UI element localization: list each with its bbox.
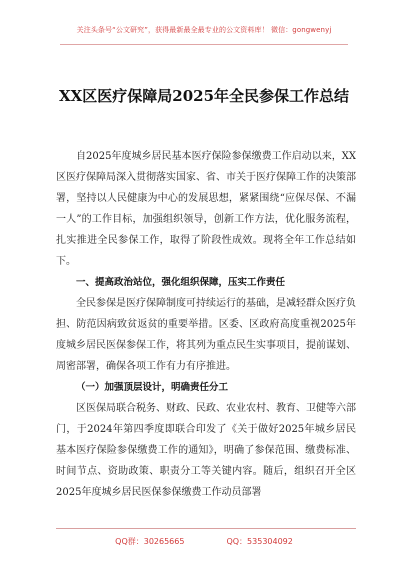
subsection-heading-1: （一）加强顶层设计，明确责任分工 bbox=[76, 382, 229, 393]
document-body bbox=[56, 146, 356, 503]
footer-divider bbox=[56, 528, 356, 529]
header-note: 关注头条号“公文研究”，获得最新最全最专业的公文资料库！ 微信：gongwenyj bbox=[76, 26, 332, 34]
footer-qq-group: QQ群：30265665 bbox=[115, 537, 185, 546]
footer-qq: QQ：535304092 bbox=[226, 537, 293, 546]
intro-paragraph: 自2025年度城乡居民基本医疗保险参保缴费工作启动以来，XX区医疗保障局深入贯彻落实国家、省、市关于医疗保障工作的决策部署，坚持以人民健康为中心的发展思想，紧紧围绕“应保尽保、不漏一人”的工作目标，加强组织领导，创新工作方法，优化服务流程，扎实推进全民参保工作，取得了阶段性成效。现将全年工作总结如下。 bbox=[56, 151, 356, 267]
document-title: XX区医疗保障局2025年全民参保工作总结 bbox=[58, 87, 350, 105]
subsection-1-paragraph: 区医保局联合税务、财政、民政、农业农村、教育、卫健等六部门，于2024年第四季度即联合印发了《关于做好2025年城乡居民基本医疗保险参保缴费工作的通知》，明确了参保范围、缴费标准、时间节点、资助政策、职责分工等关键内容。随后，组织召开全区2025年度城乡居民医保参保缴费工作动员部署 bbox=[56, 403, 356, 498]
footer-contacts bbox=[0, 536, 408, 547]
section-heading-1: 一、提高政治站位，强化组织保障，压实工作责任 bbox=[76, 277, 286, 288]
section-1-paragraph: 全民参保是医疗保障制度可持续运行的基础，是减轻群众医疗负担、防范因病致贫返贫的重要举措。区委、区政府高度重视2025年度城乡居民医保参保工作，将其列为重点民生实事项目，提前谋划、周密部署，确保各项工作有力有序推进。 bbox=[56, 298, 356, 372]
header-divider bbox=[60, 44, 348, 45]
